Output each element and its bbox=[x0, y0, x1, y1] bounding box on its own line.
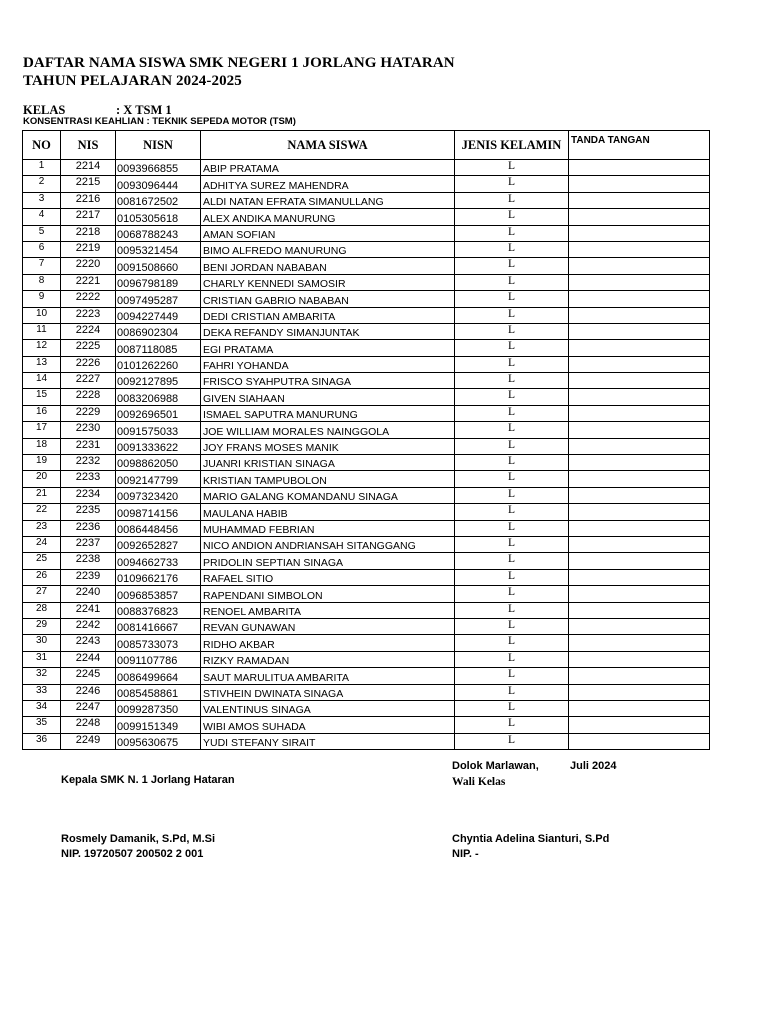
cell-signature[interactable] bbox=[569, 323, 710, 339]
table-row bbox=[23, 684, 710, 700]
col-header-no: NO bbox=[23, 131, 61, 160]
cell-no: 28 bbox=[23, 602, 61, 618]
cell-no: 35 bbox=[23, 717, 61, 733]
cell-nama: CHARLY KENNEDI SAMOSIR bbox=[201, 274, 455, 290]
cell-nis: 2244 bbox=[61, 651, 116, 667]
cell-nama: REVAN GUNAWAN bbox=[201, 618, 455, 634]
table-row bbox=[23, 668, 710, 684]
cell-signature[interactable] bbox=[569, 209, 710, 225]
cell-gender: L bbox=[455, 241, 569, 257]
cell-nama: SAUT MARULITUA AMBARITA bbox=[201, 668, 455, 684]
cell-nis: 2219 bbox=[61, 241, 116, 257]
cell-gender: L bbox=[455, 307, 569, 323]
homeroom-teacher-name: Chyntia Adelina Sianturi, S.Pd bbox=[452, 833, 610, 845]
cell-nama: FAHRI YOHANDA bbox=[201, 356, 455, 372]
cell-no: 27 bbox=[23, 586, 61, 602]
cell-signature[interactable] bbox=[569, 241, 710, 257]
cell-gender: L bbox=[455, 635, 569, 651]
cell-nis: 2217 bbox=[61, 209, 116, 225]
table-row bbox=[23, 733, 710, 749]
academic-year: TAHUN PELAJARAN 2024-2025 bbox=[23, 73, 242, 89]
cell-nama: JOY FRANS MOSES MANIK bbox=[201, 438, 455, 454]
cell-nama: ADHITYA SUREZ MAHENDRA bbox=[201, 176, 455, 192]
principal-role: Kepala SMK N. 1 Jorlang Hataran bbox=[61, 774, 235, 786]
cell-nisn: 0085458861 bbox=[116, 684, 201, 700]
cell-nis: 2249 bbox=[61, 733, 116, 749]
table-row bbox=[23, 438, 710, 454]
col-header-nisn: NISN bbox=[116, 131, 201, 160]
class-value: : X TSM 1 bbox=[116, 103, 172, 117]
cell-nisn: 0097323420 bbox=[116, 487, 201, 503]
table-row bbox=[23, 455, 710, 471]
cell-nama: FRISCO SYAHPUTRA SINAGA bbox=[201, 373, 455, 389]
cell-nisn: 0091333622 bbox=[116, 438, 201, 454]
cell-signature[interactable] bbox=[569, 192, 710, 208]
cell-gender: L bbox=[455, 618, 569, 634]
table-row bbox=[23, 602, 710, 618]
cell-no: 13 bbox=[23, 356, 61, 372]
table-row bbox=[23, 618, 710, 634]
cell-nisn: 0099151349 bbox=[116, 717, 201, 733]
cell-nisn: 0095630675 bbox=[116, 733, 201, 749]
cell-nama: ABIP PRATAMA bbox=[201, 160, 455, 176]
cell-no: 24 bbox=[23, 536, 61, 552]
cell-gender: L bbox=[455, 471, 569, 487]
cell-gender: L bbox=[455, 192, 569, 208]
cell-nama: DEDI CRISTIAN AMBARITA bbox=[201, 307, 455, 323]
cell-nama: MAULANA HABIB bbox=[201, 504, 455, 520]
table-row bbox=[23, 471, 710, 487]
cell-no: 14 bbox=[23, 373, 61, 389]
cell-no: 21 bbox=[23, 487, 61, 503]
col-header-gender: JENIS KELAMIN bbox=[455, 131, 569, 160]
cell-no: 20 bbox=[23, 471, 61, 487]
document-title: DAFTAR NAMA SISWA SMK NEGERI 1 JORLANG HATARAN bbox=[23, 55, 455, 71]
table-row bbox=[23, 405, 710, 421]
cell-signature[interactable] bbox=[569, 553, 710, 569]
cell-nisn: 0093096444 bbox=[116, 176, 201, 192]
table-row bbox=[23, 176, 710, 192]
cell-gender: L bbox=[455, 651, 569, 667]
homeroom-teacher-role: Wali Kelas bbox=[452, 776, 506, 788]
cell-nis: 2225 bbox=[61, 340, 116, 356]
cell-nama: STIVHEIN DWINATA SINAGA bbox=[201, 684, 455, 700]
cell-no: 2 bbox=[23, 176, 61, 192]
cell-no: 17 bbox=[23, 422, 61, 438]
col-header-signature: TANDA TANGAN bbox=[569, 131, 710, 160]
cell-gender: L bbox=[455, 684, 569, 700]
cell-no: 19 bbox=[23, 455, 61, 471]
cell-gender: L bbox=[455, 700, 569, 716]
cell-nis: 2243 bbox=[61, 635, 116, 651]
cell-nisn: 0101262260 bbox=[116, 356, 201, 372]
table-row bbox=[23, 422, 710, 438]
cell-nis: 2245 bbox=[61, 668, 116, 684]
cell-gender: L bbox=[455, 520, 569, 536]
cell-signature[interactable] bbox=[569, 651, 710, 667]
cell-gender: L bbox=[455, 209, 569, 225]
cell-nis: 2239 bbox=[61, 569, 116, 585]
cell-no: 15 bbox=[23, 389, 61, 405]
cell-nisn: 0081672502 bbox=[116, 192, 201, 208]
signing-date: Juli 2024 bbox=[570, 760, 617, 772]
cell-no: 12 bbox=[23, 340, 61, 356]
cell-no: 31 bbox=[23, 651, 61, 667]
cell-nis: 2228 bbox=[61, 389, 116, 405]
cell-gender: L bbox=[455, 405, 569, 421]
table-header-row bbox=[23, 131, 710, 160]
cell-nisn: 0068788243 bbox=[116, 225, 201, 241]
table-row bbox=[23, 356, 710, 372]
principal-name: Rosmely Damanik, S.Pd, M.Si bbox=[61, 833, 216, 845]
table-row bbox=[23, 340, 710, 356]
cell-no: 6 bbox=[23, 241, 61, 257]
cell-nama: WIBI AMOS SUHADA bbox=[201, 717, 455, 733]
cell-signature[interactable] bbox=[569, 471, 710, 487]
cell-signature[interactable] bbox=[569, 291, 710, 307]
table-row bbox=[23, 323, 710, 339]
table-row bbox=[23, 635, 710, 651]
cell-gender: L bbox=[455, 536, 569, 552]
cell-nis: 2247 bbox=[61, 700, 116, 716]
cell-nama: ALEX ANDIKA MANURUNG bbox=[201, 209, 455, 225]
cell-nis: 2214 bbox=[61, 160, 116, 176]
cell-nis: 2221 bbox=[61, 274, 116, 290]
table-row bbox=[23, 717, 710, 733]
cell-nisn: 0099287350 bbox=[116, 700, 201, 716]
cell-nis: 2248 bbox=[61, 717, 116, 733]
cell-gender: L bbox=[455, 323, 569, 339]
table-row bbox=[23, 241, 710, 257]
cell-nama: MARIO GALANG KOMANDANU SINAGA bbox=[201, 487, 455, 503]
cell-signature[interactable] bbox=[569, 536, 710, 552]
cell-no: 3 bbox=[23, 192, 61, 208]
cell-gender: L bbox=[455, 340, 569, 356]
cell-no: 26 bbox=[23, 569, 61, 585]
cell-nisn: 0086902304 bbox=[116, 323, 201, 339]
cell-nisn: 0085733073 bbox=[116, 635, 201, 651]
cell-nama: EGI PRATAMA bbox=[201, 340, 455, 356]
homeroom-teacher-nip: NIP. - bbox=[452, 848, 479, 860]
cell-signature[interactable] bbox=[569, 520, 710, 536]
col-header-nis: NIS bbox=[61, 131, 116, 160]
table-row bbox=[23, 504, 710, 520]
cell-gender: L bbox=[455, 274, 569, 290]
cell-nis: 2215 bbox=[61, 176, 116, 192]
cell-nis: 2223 bbox=[61, 307, 116, 323]
cell-gender: L bbox=[455, 487, 569, 503]
cell-gender: L bbox=[455, 438, 569, 454]
cell-nisn: 0096853857 bbox=[116, 586, 201, 602]
cell-no: 7 bbox=[23, 258, 61, 274]
cell-nisn: 0094662733 bbox=[116, 553, 201, 569]
cell-signature[interactable] bbox=[569, 373, 710, 389]
table-row bbox=[23, 389, 710, 405]
cell-nisn: 0092652827 bbox=[116, 536, 201, 552]
cell-nisn: 0095321454 bbox=[116, 241, 201, 257]
table-row bbox=[23, 553, 710, 569]
table-row bbox=[23, 258, 710, 274]
table-row bbox=[23, 487, 710, 503]
cell-nis: 2234 bbox=[61, 487, 116, 503]
cell-nisn: 0109662176 bbox=[116, 569, 201, 585]
cell-gender: L bbox=[455, 717, 569, 733]
cell-gender: L bbox=[455, 373, 569, 389]
cell-nis: 2232 bbox=[61, 455, 116, 471]
cell-no: 36 bbox=[23, 733, 61, 749]
student-table bbox=[22, 130, 710, 750]
cell-nis: 2224 bbox=[61, 323, 116, 339]
cell-nama: RIZKY RAMADAN bbox=[201, 651, 455, 667]
cell-gender: L bbox=[455, 455, 569, 471]
cell-gender: L bbox=[455, 553, 569, 569]
cell-signature[interactable] bbox=[569, 160, 710, 176]
cell-nisn: 0083206988 bbox=[116, 389, 201, 405]
expertise-concentration: KONSENTRASI KEAHLIAN : TEKNIK SEPEDA MOTOR (TSM) bbox=[23, 116, 296, 127]
cell-no: 4 bbox=[23, 209, 61, 225]
cell-nama: BENI JORDAN NABABAN bbox=[201, 258, 455, 274]
cell-gender: L bbox=[455, 422, 569, 438]
col-header-nama: NAMA SISWA bbox=[201, 131, 455, 160]
cell-no: 32 bbox=[23, 668, 61, 684]
cell-no: 11 bbox=[23, 323, 61, 339]
cell-gender: L bbox=[455, 733, 569, 749]
cell-nisn: 0092147799 bbox=[116, 471, 201, 487]
cell-nis: 2231 bbox=[61, 438, 116, 454]
cell-gender: L bbox=[455, 225, 569, 241]
cell-signature[interactable] bbox=[569, 405, 710, 421]
cell-nama: RAFAEL SITIO bbox=[201, 569, 455, 585]
cell-signature[interactable] bbox=[569, 356, 710, 372]
table-row bbox=[23, 209, 710, 225]
cell-no: 30 bbox=[23, 635, 61, 651]
cell-nisn: 0091107786 bbox=[116, 651, 201, 667]
signing-place: Dolok Marlawan, bbox=[452, 760, 539, 772]
cell-signature[interactable] bbox=[569, 389, 710, 405]
cell-gender: L bbox=[455, 176, 569, 192]
cell-signature[interactable] bbox=[569, 455, 710, 471]
cell-nisn: 0093966855 bbox=[116, 160, 201, 176]
cell-gender: L bbox=[455, 160, 569, 176]
cell-nama: NICO ANDION ANDRIANSAH SITANGGANG bbox=[201, 536, 455, 552]
table-row bbox=[23, 160, 710, 176]
cell-nisn: 0087118085 bbox=[116, 340, 201, 356]
cell-signature[interactable] bbox=[569, 340, 710, 356]
cell-nis: 2237 bbox=[61, 536, 116, 552]
cell-gender: L bbox=[455, 504, 569, 520]
cell-signature[interactable] bbox=[569, 684, 710, 700]
cell-nama: DEKA REFANDY SIMANJUNTAK bbox=[201, 323, 455, 339]
cell-nis: 2220 bbox=[61, 258, 116, 274]
cell-nis: 2233 bbox=[61, 471, 116, 487]
cell-nisn: 0088376823 bbox=[116, 602, 201, 618]
cell-nis: 2236 bbox=[61, 520, 116, 536]
table-row bbox=[23, 700, 710, 716]
cell-no: 25 bbox=[23, 553, 61, 569]
cell-signature[interactable] bbox=[569, 717, 710, 733]
cell-nama: MUHAMMAD FEBRIAN bbox=[201, 520, 455, 536]
table-row bbox=[23, 192, 710, 208]
cell-signature[interactable] bbox=[569, 258, 710, 274]
cell-nama: ALDI NATAN EFRATA SIMANULLANG bbox=[201, 192, 455, 208]
cell-signature[interactable] bbox=[569, 668, 710, 684]
cell-nama: KRISTIAN TAMPUBOLON bbox=[201, 471, 455, 487]
cell-gender: L bbox=[455, 258, 569, 274]
table-row bbox=[23, 307, 710, 323]
cell-nisn: 0091575033 bbox=[116, 422, 201, 438]
cell-no: 1 bbox=[23, 160, 61, 176]
cell-gender: L bbox=[455, 389, 569, 405]
cell-nama: RIDHO AKBAR bbox=[201, 635, 455, 651]
cell-nis: 2246 bbox=[61, 684, 116, 700]
table-row bbox=[23, 536, 710, 552]
cell-no: 9 bbox=[23, 291, 61, 307]
table-row bbox=[23, 225, 710, 241]
cell-gender: L bbox=[455, 356, 569, 372]
cell-nama: RAPENDANI SIMBOLON bbox=[201, 586, 455, 602]
cell-nama: ISMAEL SAPUTRA MANURUNG bbox=[201, 405, 455, 421]
cell-signature[interactable] bbox=[569, 700, 710, 716]
cell-nama: AMAN SOFIAN bbox=[201, 225, 455, 241]
cell-nama: GIVEN SIAHAAN bbox=[201, 389, 455, 405]
cell-signature[interactable] bbox=[569, 487, 710, 503]
cell-gender: L bbox=[455, 668, 569, 684]
cell-gender: L bbox=[455, 291, 569, 307]
cell-nis: 2238 bbox=[61, 553, 116, 569]
cell-gender: L bbox=[455, 602, 569, 618]
cell-nama: BIMO ALFREDO MANURUNG bbox=[201, 241, 455, 257]
cell-nis: 2218 bbox=[61, 225, 116, 241]
cell-nisn: 0097495287 bbox=[116, 291, 201, 307]
table-row bbox=[23, 373, 710, 389]
cell-nisn: 0098714156 bbox=[116, 504, 201, 520]
cell-signature[interactable] bbox=[569, 176, 710, 192]
cell-nisn: 0091508660 bbox=[116, 258, 201, 274]
cell-nis: 2227 bbox=[61, 373, 116, 389]
cell-nis: 2241 bbox=[61, 602, 116, 618]
cell-signature[interactable] bbox=[569, 733, 710, 749]
cell-gender: L bbox=[455, 569, 569, 585]
cell-no: 18 bbox=[23, 438, 61, 454]
cell-nama: CRISTIAN GABRIO NABABAN bbox=[201, 291, 455, 307]
cell-nama: PRIDOLIN SEPTIAN SINAGA bbox=[201, 553, 455, 569]
table-row bbox=[23, 274, 710, 290]
cell-nisn: 0092696501 bbox=[116, 405, 201, 421]
table-row bbox=[23, 569, 710, 585]
cell-no: 5 bbox=[23, 225, 61, 241]
cell-no: 23 bbox=[23, 520, 61, 536]
cell-nisn: 0086499664 bbox=[116, 668, 201, 684]
cell-signature[interactable] bbox=[569, 618, 710, 634]
cell-nisn: 0098862050 bbox=[116, 455, 201, 471]
cell-signature[interactable] bbox=[569, 422, 710, 438]
cell-nisn: 0096798189 bbox=[116, 274, 201, 290]
cell-nis: 2242 bbox=[61, 618, 116, 634]
table-row bbox=[23, 291, 710, 307]
table-row bbox=[23, 651, 710, 667]
cell-gender: L bbox=[455, 586, 569, 602]
cell-nis: 2240 bbox=[61, 586, 116, 602]
cell-no: 22 bbox=[23, 504, 61, 520]
cell-signature[interactable] bbox=[569, 635, 710, 651]
cell-nama: JUANRI KRISTIAN SINAGA bbox=[201, 455, 455, 471]
cell-signature[interactable] bbox=[569, 504, 710, 520]
cell-signature[interactable] bbox=[569, 438, 710, 454]
cell-nisn: 0092127895 bbox=[116, 373, 201, 389]
cell-nama: YUDI STEFANY SIRAIT bbox=[201, 733, 455, 749]
cell-nis: 2222 bbox=[61, 291, 116, 307]
cell-nis: 2235 bbox=[61, 504, 116, 520]
cell-nis: 2226 bbox=[61, 356, 116, 372]
cell-no: 10 bbox=[23, 307, 61, 323]
cell-signature[interactable] bbox=[569, 225, 710, 241]
cell-signature[interactable] bbox=[569, 586, 710, 602]
cell-no: 34 bbox=[23, 700, 61, 716]
cell-nisn: 0105305618 bbox=[116, 209, 201, 225]
cell-no: 29 bbox=[23, 618, 61, 634]
cell-nis: 2230 bbox=[61, 422, 116, 438]
cell-nama: VALENTINUS SINAGA bbox=[201, 700, 455, 716]
cell-nisn: 0094227449 bbox=[116, 307, 201, 323]
class-label: KELAS bbox=[23, 103, 66, 117]
cell-signature[interactable] bbox=[569, 274, 710, 290]
cell-signature[interactable] bbox=[569, 569, 710, 585]
cell-no: 16 bbox=[23, 405, 61, 421]
cell-nama: JOE WILLIAM MORALES NAINGGOLA bbox=[201, 422, 455, 438]
cell-nis: 2229 bbox=[61, 405, 116, 421]
cell-nisn: 0081416667 bbox=[116, 618, 201, 634]
cell-nis: 2216 bbox=[61, 192, 116, 208]
principal-nip: NIP. 19720507 200502 2 001 bbox=[61, 848, 204, 860]
cell-signature[interactable] bbox=[569, 307, 710, 323]
cell-nisn: 0086448456 bbox=[116, 520, 201, 536]
cell-no: 8 bbox=[23, 274, 61, 290]
table-row bbox=[23, 586, 710, 602]
cell-no: 33 bbox=[23, 684, 61, 700]
cell-nama: RENOEL AMBARITA bbox=[201, 602, 455, 618]
cell-signature[interactable] bbox=[569, 602, 710, 618]
table-row bbox=[23, 520, 710, 536]
